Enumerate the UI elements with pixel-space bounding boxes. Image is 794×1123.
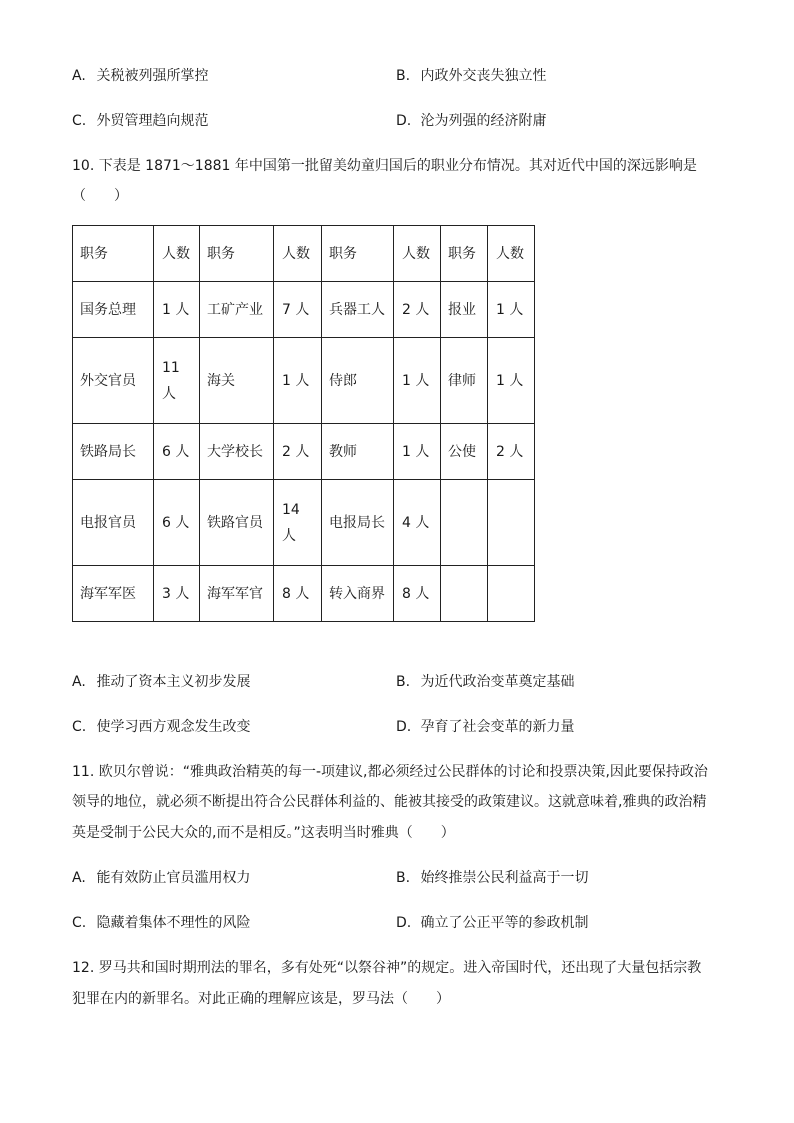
table-header-cell: 职务 bbox=[322, 226, 394, 282]
table-header-row bbox=[73, 226, 535, 282]
table-cell: 报业 bbox=[441, 282, 488, 338]
option-text: 能有效防止官员滥用权力 bbox=[96, 870, 251, 886]
table-row bbox=[73, 338, 535, 424]
option-text: 使学习西方观念发生改变 bbox=[96, 719, 251, 735]
table-cell: 电报局长 bbox=[322, 480, 394, 566]
table-cell: 教师 bbox=[322, 424, 394, 480]
q10-option-a bbox=[72, 672, 250, 692]
table-cell: 8 人 bbox=[394, 566, 441, 622]
option-text: 推动了资本主义初步发展 bbox=[96, 674, 251, 690]
option-letter: D. bbox=[396, 113, 412, 129]
q11-option-b bbox=[396, 868, 588, 888]
table-cell: 铁路局长 bbox=[73, 424, 154, 480]
table-row bbox=[73, 566, 535, 622]
table-cell: 2 人 bbox=[274, 424, 322, 480]
q11-stem-line-2: 领导的地位，就必须不断提出符合公民群体利益的、能被其接受的政策建议。这就意味着,雅典的政治精 bbox=[72, 794, 707, 810]
option-letter: D. bbox=[396, 719, 412, 735]
table-cell: 铁路官员 bbox=[200, 480, 274, 566]
option-letter: B. bbox=[396, 674, 411, 690]
table-cell: 6 人 bbox=[154, 424, 200, 480]
table-cell bbox=[488, 566, 535, 622]
table-cell: 大学校长 bbox=[200, 424, 274, 480]
q11-stem-line-1: 11. 欧贝尔曾说：“雅典政治精英的每一-项建议,都必须经过公民群体的讨论和投票决策,因此要保持政治 bbox=[72, 764, 708, 780]
table-cell: 1 人 bbox=[394, 424, 441, 480]
option-text: 隐藏着集体不理性的风险 bbox=[96, 915, 251, 931]
q11-option-c bbox=[72, 913, 250, 933]
table-cell: 2 人 bbox=[394, 282, 441, 338]
table-cell: 海关 bbox=[200, 338, 274, 424]
table-cell bbox=[441, 566, 488, 622]
table-row bbox=[73, 282, 535, 338]
table-cell: 1 人 bbox=[154, 282, 200, 338]
table-cell: 海军军医 bbox=[73, 566, 154, 622]
table-cell: 7 人 bbox=[274, 282, 322, 338]
option-text: 外贸管理趋向规范 bbox=[96, 113, 209, 129]
table-cell: 4 人 bbox=[394, 480, 441, 566]
q10-option-d bbox=[396, 717, 574, 737]
table-cell: 3 人 bbox=[154, 566, 200, 622]
option-letter: B. bbox=[396, 870, 411, 886]
table-cell: 侍郎 bbox=[322, 338, 394, 424]
table-header-cell: 人数 bbox=[488, 226, 535, 282]
q12-stem-line-1: 12. 罗马共和国时期刑法的罪名，多有处死“以祭谷神”的规定。进入帝国时代，还出现了大量包括宗教 bbox=[72, 960, 702, 976]
option-text: 内政外交丧失独立性 bbox=[420, 68, 547, 84]
table-cell: 兵器工人 bbox=[322, 282, 394, 338]
table-cell-text: 14 人 bbox=[282, 501, 300, 544]
q12-stem-line-2: 犯罪在内的新罪名。对此正确的理解应该是，罗马法（ ） bbox=[72, 991, 450, 1007]
option-letter: B. bbox=[396, 68, 411, 84]
option-text: 孕育了社会变革的新力量 bbox=[420, 719, 575, 735]
table-header-cell: 职务 bbox=[441, 226, 488, 282]
option-text: 沦为列强的经济附庸 bbox=[420, 113, 547, 129]
option-letter: C. bbox=[72, 915, 87, 931]
q9-option-d bbox=[396, 111, 546, 131]
q11-option-d bbox=[396, 913, 588, 933]
q10-option-c bbox=[72, 717, 250, 737]
table-header-cell: 人数 bbox=[394, 226, 441, 282]
option-text: 始终推崇公民利益高于一切 bbox=[420, 870, 589, 886]
table-cell: 6 人 bbox=[154, 480, 200, 566]
table-cell: 2 人 bbox=[488, 424, 535, 480]
table-header-cell: 职务 bbox=[200, 226, 274, 282]
table-cell: 公使 bbox=[441, 424, 488, 480]
q11-option-a bbox=[72, 868, 250, 888]
table-cell bbox=[274, 480, 322, 566]
table-row bbox=[73, 424, 535, 480]
table-cell: 转入商界 bbox=[322, 566, 394, 622]
table-cell: 1 人 bbox=[488, 338, 535, 424]
table-cell: 电报官员 bbox=[73, 480, 154, 566]
table-cell: 1 人 bbox=[488, 282, 535, 338]
table-cell: 国务总理 bbox=[73, 282, 154, 338]
returnee-occupation-table bbox=[72, 225, 535, 622]
option-letter: C. bbox=[72, 719, 87, 735]
q9-option-a bbox=[72, 66, 208, 86]
table-cell: 1 人 bbox=[394, 338, 441, 424]
option-letter: A. bbox=[72, 870, 86, 886]
q10-option-b bbox=[396, 672, 574, 692]
table-cell bbox=[488, 480, 535, 566]
q10-stem-line-2: （ ） bbox=[72, 188, 128, 204]
option-letter: A. bbox=[72, 68, 86, 84]
option-letter: A. bbox=[72, 674, 86, 690]
q9-option-c bbox=[72, 111, 208, 131]
table-cell: 1 人 bbox=[274, 338, 322, 424]
option-text: 为近代政治变革奠定基础 bbox=[420, 674, 575, 690]
q10-stem-line-1: 10. 下表是 1871～1881 年中国第一批留美幼童归国后的职业分布情况。其对近代中国的深远影响是 bbox=[72, 158, 697, 174]
option-letter: C. bbox=[72, 113, 87, 129]
table-cell: 工矿产业 bbox=[200, 282, 274, 338]
option-text: 确立了公正平等的参政机制 bbox=[420, 915, 589, 931]
table-cell bbox=[154, 338, 200, 424]
table-cell: 外交官员 bbox=[73, 338, 154, 424]
option-letter: D. bbox=[396, 915, 412, 931]
table-cell bbox=[441, 480, 488, 566]
table-cell: 律师 bbox=[441, 338, 488, 424]
table-cell-text: 11 人 bbox=[162, 359, 180, 402]
q11-stem-line-3: 英是受制于公民大众的,而不是相反。”这表明当时雅典（ ） bbox=[72, 825, 455, 841]
table-header-cell: 人数 bbox=[274, 226, 322, 282]
table-header-cell: 人数 bbox=[154, 226, 200, 282]
table-cell: 8 人 bbox=[274, 566, 322, 622]
q9-option-b bbox=[396, 66, 546, 86]
table-header-cell: 职务 bbox=[73, 226, 154, 282]
table-cell: 海军军官 bbox=[200, 566, 274, 622]
option-text: 关税被列强所掌控 bbox=[96, 68, 209, 84]
table-row bbox=[73, 480, 535, 566]
